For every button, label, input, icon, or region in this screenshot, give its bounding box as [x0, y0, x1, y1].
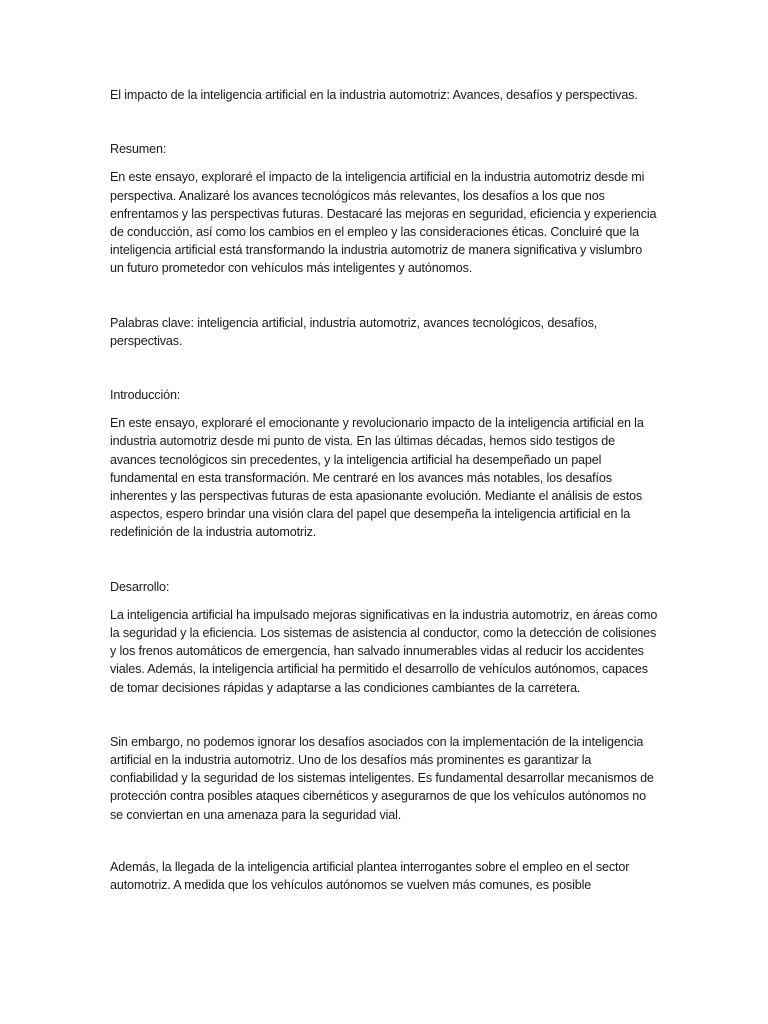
keywords-paragraph: Palabras clave: inteligencia artificial, industria automotriz, avances tecnológicos, desafíos, perspectivas. [110, 315, 598, 348]
resumen-paragraph: En este ensayo, exploraré el impacto de la inteligencia artificial en la industria automotriz desde mi perspectiva. Analizaré los avances tecnológicos más relevantes, los desafíos a los que nos enfrentamos y las perspectivas futuras. Destacaré las mejoras en seguridad, eficiencia y experiencia de conducción, así como los cambios en el empleo y las consideraciones éticas. Concluiré que la inteligencia artificial está transformando la industria automotriz de manera significativa y vislumbro un futuro prometedor con vehículos más inteligentes y autónomos. [110, 170, 657, 276]
intro-heading: Introducción: [110, 388, 181, 403]
desarrollo-paragraph-1: La inteligencia artificial ha impulsado mejoras significativas en la industria automotriz, en áreas como la seguridad y la eficiencia. Los sistemas de asistencia al conductor, como la detección de colisiones y los frenos automáticos de emergencia, han salvado innumerables vidas al reducir los accidentes viales. Además, la inteligencia artificial ha permitido el desarrollo de vehículos autónomos, capaces de tomar decisiones rápidas y adaptarse a las condiciones cambiantes de la carretera. [110, 607, 658, 695]
resumen-heading: Resumen: [110, 142, 167, 157]
intro-paragraph: En este ensayo, exploraré el emocionante y revolucionario impacto de la inteligencia artificial en la industria automotriz desde mi punto de vista. En las últimas décadas, hemos sido testigos de avances tecnológicos sin precedentes, y la inteligencia artificial ha desempeñado un papel fundamental en esta transformación. Me centraré en los avances más notables, los desafíos inherentes y las perspectivas futuras de esta apasionante evolución. Mediante el análisis de estos aspectos, espero brindar una visión clara del papel que desempeña la inteligencia artificial en la redefinición de la industria automotriz. [110, 416, 644, 540]
desarrollo-heading: Desarrollo: [110, 579, 170, 594]
desarrollo-paragraph-2: Sin embargo, no podemos ignorar los desafíos asociados con la implementación de la inteligencia artificial en la industria automotriz. Uno de los desafíos más prominentes es garantizar la confiabilidad y la seguridad de los sistemas inteligentes. Es fundamental desarrollar mecanismos de protección contra posibles ataques cibernéticos y asegurarnos de que los vehículos autónomos no se conviertan en una amenaza para la seguridad vial. [110, 734, 654, 822]
document-title: El impacto de la inteligencia artificial en la industria automotriz: Avances, desafíos y perspectivas. [110, 88, 638, 102]
document-page [110, 86, 658, 894]
desarrollo-paragraph-3: Además, la llegada de la inteligencia artificial plantea interrogantes sobre el empleo en el sector automotriz. A medida que los vehículos autónomos se vuelven más comunes, es posible [110, 859, 630, 893]
